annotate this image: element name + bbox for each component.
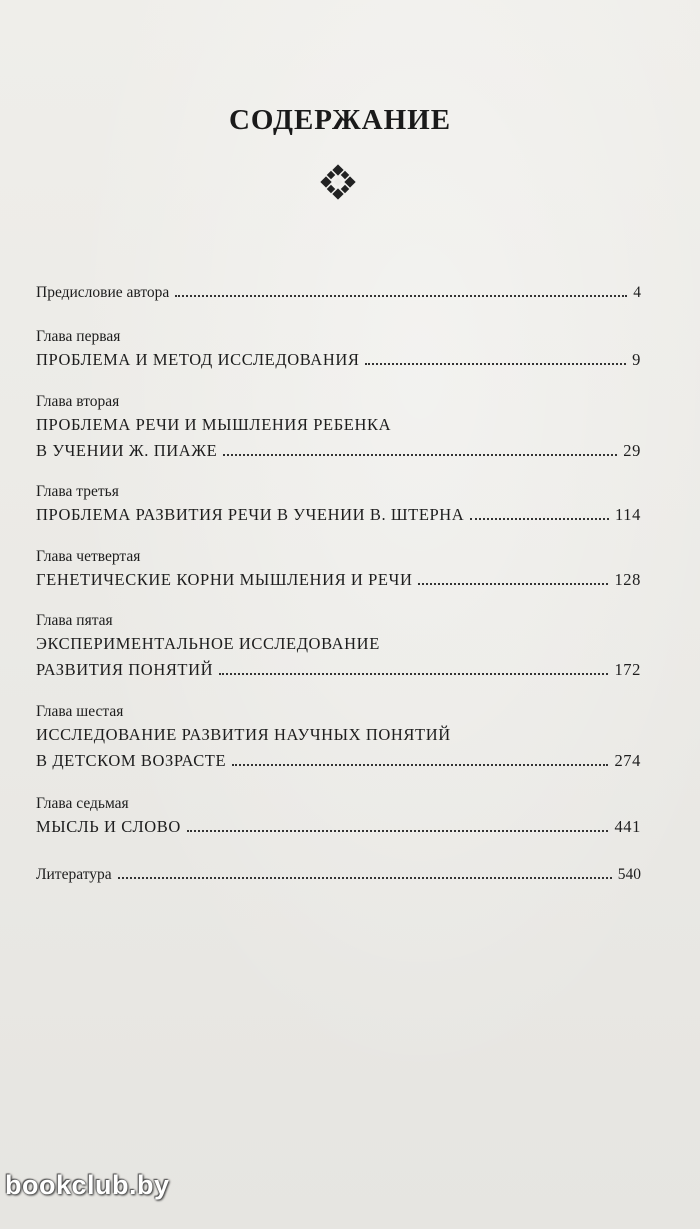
dot-leader xyxy=(365,363,626,365)
toc-entry-chapter-6[interactable] xyxy=(36,702,641,774)
dot-leader xyxy=(219,673,608,675)
toc-page-number: 172 xyxy=(614,660,641,679)
chapter-title-line xyxy=(36,748,641,774)
toc-page-number: 114 xyxy=(615,505,641,524)
chapter-title: ГЕНЕТИЧЕСКИЕ КОРНИ МЫШЛЕНИЯ И РЕЧИ xyxy=(36,570,413,589)
page-title: СОДЕРЖАНИЕ xyxy=(228,104,452,136)
toc-page-number: 29 xyxy=(623,441,641,460)
toc-entry-title: Предисловие автора xyxy=(36,284,170,301)
chapter-label: Глава шестая xyxy=(36,703,124,720)
toc-page-number: 441 xyxy=(614,817,641,836)
chapter-title-line xyxy=(36,412,641,438)
toc-entry-title: Литература xyxy=(36,866,112,883)
toc-entry-chapter-7[interactable] xyxy=(36,794,641,840)
chapter-title-line xyxy=(36,502,641,528)
toc-entry-chapter-1[interactable] xyxy=(36,327,641,373)
chapter-title-line xyxy=(36,722,641,748)
dot-leader xyxy=(418,583,608,585)
toc-entry-preface[interactable] xyxy=(36,282,641,304)
toc-entry-chapter-2[interactable] xyxy=(36,392,641,464)
chapter-title: В УЧЕНИИ Ж. ПИАЖЕ xyxy=(36,441,218,460)
chapter-title: МЫСЛЬ И СЛОВО xyxy=(36,817,181,836)
chapter-title: ПРОБЛЕМА И МЕТОД ИССЛЕДОВАНИЯ xyxy=(36,350,360,369)
diamond-flourish-icon xyxy=(320,164,356,200)
chapter-title-line xyxy=(36,657,641,683)
toc-entry-chapter-5[interactable] xyxy=(36,611,641,683)
chapter-title-line xyxy=(36,347,641,373)
watermark: bookclub.by xyxy=(5,1170,170,1200)
dot-leader xyxy=(175,295,627,297)
chapter-title-line xyxy=(36,567,641,593)
toc-entry-literature[interactable] xyxy=(36,864,641,886)
chapter-title-line xyxy=(36,631,641,657)
chapter-title-line xyxy=(36,438,641,464)
chapter-title: РАЗВИТИЯ ПОНЯТИЙ xyxy=(36,660,214,679)
chapter-label: Глава вторая xyxy=(36,393,120,410)
chapter-label: Глава третья xyxy=(36,483,119,500)
toc-page-number: 274 xyxy=(614,751,641,770)
table-of-contents xyxy=(36,282,641,886)
dot-leader xyxy=(232,764,608,766)
toc-page-number: 128 xyxy=(614,570,641,589)
chapter-title: ПРОБЛЕМА РЕЧИ И МЫШЛЕНИЯ РЕБЕНКА xyxy=(36,415,392,434)
dot-leader xyxy=(118,877,612,879)
dot-leader xyxy=(470,518,609,520)
chapter-title-line xyxy=(36,814,641,840)
toc-entry-chapter-4[interactable] xyxy=(36,547,641,593)
dot-leader xyxy=(187,830,609,832)
chapter-title: В ДЕТСКОМ ВОЗРАСТЕ xyxy=(36,751,227,770)
toc-page-number: 4 xyxy=(633,284,641,301)
chapter-label: Глава седьмая xyxy=(36,795,129,812)
chapter-title: ЭКСПЕРИМЕНТАЛЬНОЕ ИССЛЕДОВАНИЕ xyxy=(36,634,380,653)
chapter-label: Глава четвертая xyxy=(36,548,141,565)
toc-entry-chapter-3[interactable] xyxy=(36,482,641,528)
toc-page-number: 540 xyxy=(617,866,641,883)
chapter-title: ПРОБЛЕМА РАЗВИТИЯ РЕЧИ В УЧЕНИИ В. ШТЕРНА xyxy=(36,505,465,524)
toc-page-number: 9 xyxy=(632,350,641,369)
chapter-label: Глава пятая xyxy=(36,612,113,629)
dot-leader xyxy=(223,454,617,456)
chapter-title: ИССЛЕДОВАНИЕ РАЗВИТИЯ НАУЧНЫХ ПОНЯТИЙ xyxy=(36,725,451,744)
chapter-label: Глава первая xyxy=(36,328,121,345)
